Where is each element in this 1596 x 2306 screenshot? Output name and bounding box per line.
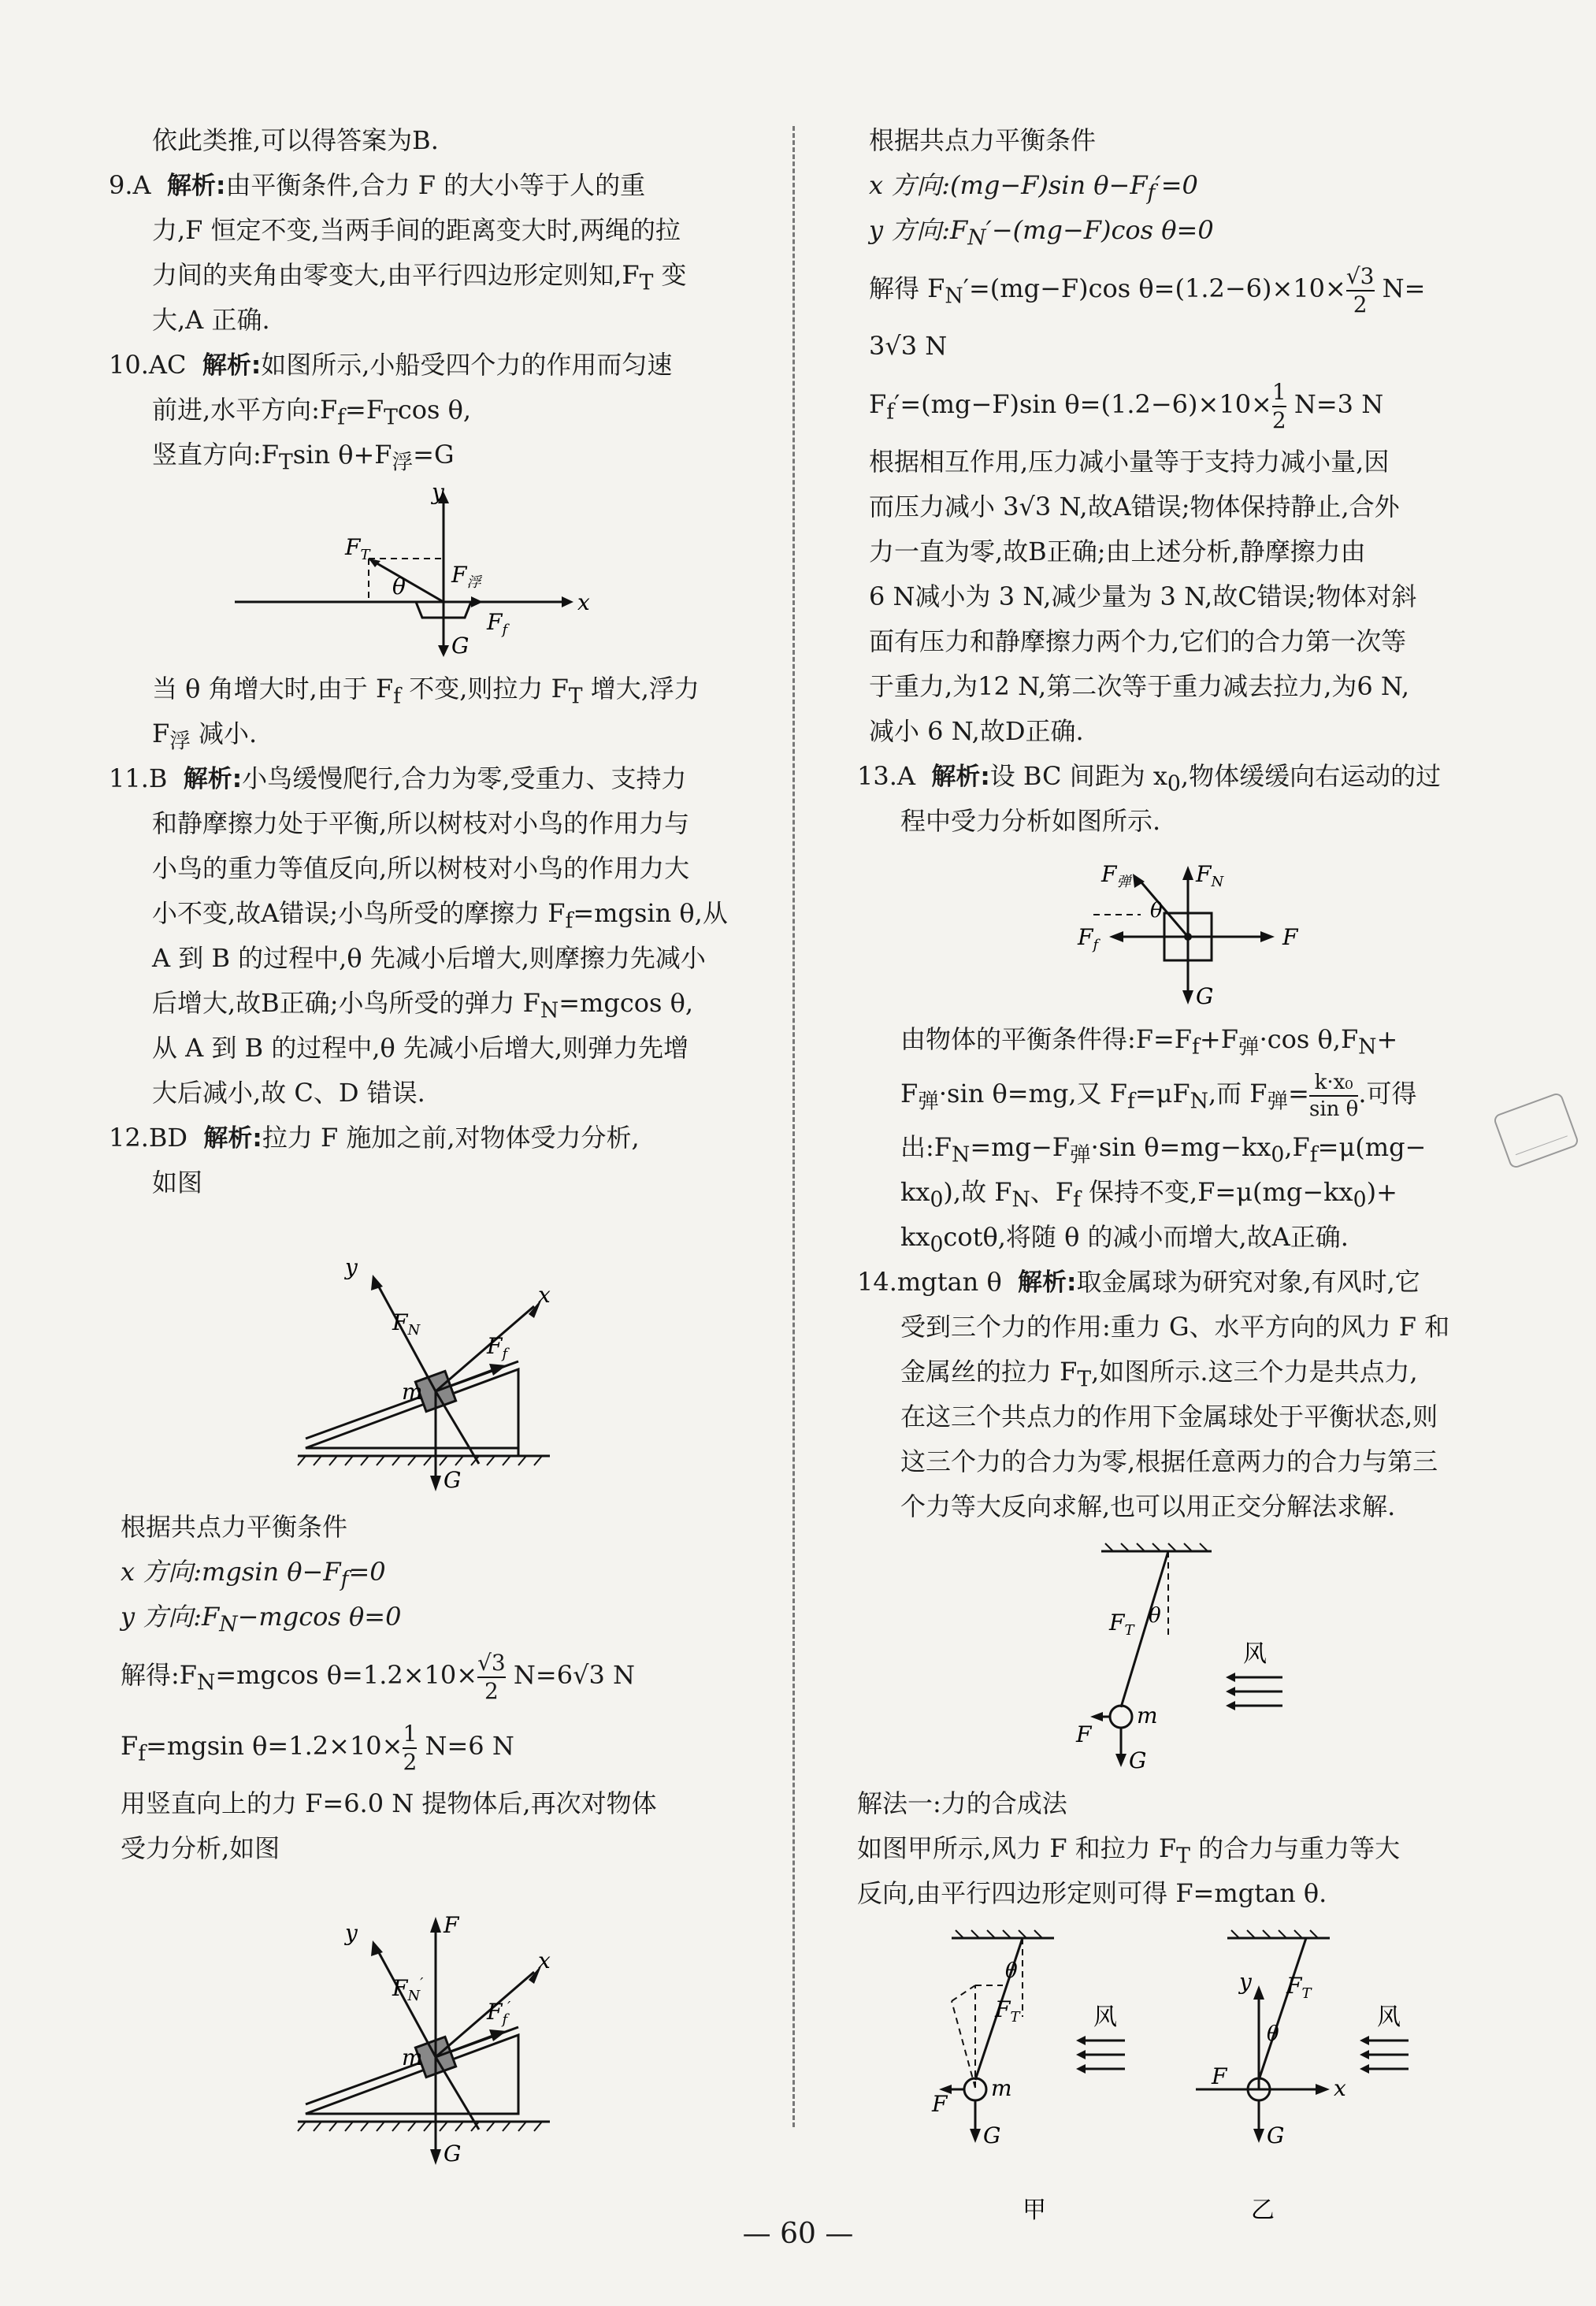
answer-number: 10.AC	[109, 350, 187, 380]
text-line: 由平衡条件,合力 F 的大小等于人的重	[225, 170, 646, 200]
text-line: 而压力减小 3√3 N,故A错误;物体保持静止,合外	[869, 492, 1400, 522]
caption-jia: 甲	[1023, 2196, 1046, 2224]
text-line: 出$:F_N=mg-F_弹\cdot\sin$ $\theta=mg-kx_0,F_f=\mu(mg-$	[900, 1132, 1427, 1168]
text-line: 金属丝的拉力 $F_T$,如图所示.这三个力是共点力,	[900, 1357, 1418, 1392]
label-FT: $F_T$	[1286, 1973, 1312, 2002]
label-F: F	[932, 2091, 948, 2117]
text-line: 根据相互作用,压力减小量等于支持力减小量,因	[869, 447, 1390, 477]
label-FT: $F_T$	[995, 1996, 1020, 2026]
label-G: G	[444, 1467, 462, 1493]
label-x: x	[538, 1948, 551, 1974]
text-line: 依此类推,可以得答案为B.	[152, 125, 439, 155]
text-line: 竖直方向$:F_T\sin$ $\theta+F_浮=G$	[152, 440, 455, 475]
caption-yi: 乙	[1251, 2196, 1275, 2224]
text-line: y 方向$:F_N-mgcos$ θ=0	[121, 1602, 402, 1637]
analysis-tag: 解析:	[203, 1124, 262, 1153]
label-theta: θ	[1005, 1959, 1018, 1983]
label-Ff: $F_f'$	[487, 1999, 511, 2028]
label-theta: θ	[1149, 1604, 1161, 1628]
label-y: y	[345, 1254, 358, 1280]
label-G: G	[1196, 983, 1214, 1008]
label-Ffu: $F_浮$	[451, 562, 481, 591]
text-line: 大,A 正确.	[152, 305, 270, 335]
stamp-icon	[1489, 1087, 1583, 1174]
label-m: m	[1137, 1703, 1158, 1729]
page-number: — 60 —	[742, 2218, 854, 2250]
text-line: 由物体的平衡条件得$:F=F_f+F_弹\cdot\cos$ $\theta,F_N+$	[900, 1024, 1398, 1060]
label-FT: $F_T$	[1109, 1610, 1134, 1639]
label-F: F	[1282, 924, 1298, 950]
label-m: m	[402, 2044, 423, 2070]
analysis-tag: 解析:	[166, 172, 226, 200]
analysis-tag: 解析:	[202, 351, 262, 380]
text-line: A 到 B 的过程中,θ 先减小后增大,则摩擦力先减小	[152, 943, 706, 973]
label-Ftan: $F_弹$	[1101, 861, 1131, 890]
label-G: G	[444, 2141, 462, 2167]
text-line: 小鸟缓慢爬行,合力为零,受重力、支持力	[242, 763, 687, 793]
label-FN: $F_N'$	[392, 1975, 424, 2004]
text-line: 面有压力和静摩擦力两个力,它们的合力第一次等	[869, 626, 1407, 656]
label-wind: 风	[1243, 1640, 1267, 1668]
label-m: m	[402, 1379, 423, 1405]
text-line: 反向,由平行四边形定则可得 F=mgtan θ.	[857, 1878, 1327, 1908]
text-line: 3√3 N	[869, 331, 948, 361]
text-line: $kx_0$),故 $F_N$、$F_f$ 保持不变$,F=\mu(mg-kx_0)+$	[900, 1177, 1397, 1212]
label-x: x	[1334, 2075, 1346, 2101]
text-line: 前进,水平方向$:F_f=F_T\cos$ θ,	[152, 395, 472, 430]
text-line: 如图所示,小船受四个力的作用而匀速	[261, 350, 673, 380]
label-F: F	[444, 1912, 459, 1938]
text-line: 小鸟的重力等值反向,所以树枝对小鸟的作用力大	[152, 853, 690, 883]
text-line: 解法一:力的合成法	[857, 1788, 1067, 1818]
text-line: 拉力 F 施加之前,对物体受力分析,	[262, 1123, 640, 1153]
text-line: 如图甲所示,风力 F 和拉力 $F_T$ 的合力与重力等大	[857, 1833, 1401, 1869]
text-line: 小不变,故A错误;小鸟所受的摩擦力 $F_f=mgsin$ θ,从	[152, 898, 728, 934]
answer-10	[109, 343, 767, 756]
text-line: 解得$:F_N=mgcos$ θ=1.2×10× $\frac{√3}{2}$ N=6√3 N	[121, 1649, 635, 1704]
pendulum-diagrams-jia-yi	[857, 1922, 1516, 2241]
label-x: x	[538, 1282, 551, 1308]
answer-12	[109, 1116, 767, 2172]
text-line: x 方向:(mg−F)sin $\theta-F_f'=0$	[869, 170, 1198, 206]
text-line: 根据共点力平衡条件	[869, 125, 1097, 155]
text-line: 受到三个力的作用:重力 G、水平方向的风力 F 和	[900, 1312, 1450, 1342]
label-F: F	[1076, 1721, 1092, 1747]
boat-force-diagram	[109, 484, 767, 660]
text-line: 解得 $F_N'=(mg-F)\cos$ θ=(1.2−6)×10× $\frac{√3}{2}$ N=	[869, 262, 1426, 317]
label-y: y	[432, 484, 444, 505]
text-line: 个力等大反向求解,也可以用正交分解法求解.	[900, 1491, 1396, 1521]
text-line: 力,F 恒定不变,当两手间的距离变大时,两绳的拉	[152, 215, 681, 245]
label-G: G	[983, 2122, 1001, 2148]
text-line: 在这三个共点力的作用下金属球处于平衡状态,则	[900, 1402, 1438, 1432]
incline-force-diagram-1	[109, 1212, 767, 1498]
label-wind: 风	[1377, 2003, 1401, 2031]
text-line: 6 N减小为 3 N,减少量为 3 N,故C错误;物体对斜	[869, 581, 1417, 611]
label-wind: 风	[1093, 2003, 1117, 2031]
answer-number: 14.mgtan θ	[857, 1267, 1002, 1297]
text-line: 大后减小,故 C、D 错误.	[152, 1078, 425, 1108]
block-force-diagram	[857, 850, 1516, 1011]
label-FT: $F_T$	[345, 534, 370, 563]
label-theta: θ	[392, 574, 406, 600]
analysis-tag: 解析:	[931, 763, 990, 791]
label-y: y	[1239, 1969, 1252, 1995]
text-line: 后增大,故B正确;小鸟所受的弹力 $F_N=mgcos$ θ,	[152, 988, 694, 1023]
label-y: y	[345, 1920, 358, 1946]
label-Ff: $F_f$	[1078, 924, 1099, 953]
right-column	[857, 118, 1516, 2247]
label-theta: θ	[1267, 2022, 1279, 2046]
text-line: 程中受力分析如图所示.	[900, 806, 1161, 836]
analysis-tag: 解析:	[183, 765, 243, 793]
answer-11	[109, 756, 767, 1116]
text-line: 从 A 到 B 的过程中,θ 先减小后增大,则弹力先增	[152, 1033, 689, 1063]
text-line: 当 θ 角增大时,由于 $F_f$ 不变,则拉力 $F_T$ 增大,浮力	[152, 674, 700, 709]
text-line: $F_f=mgsin$ θ=1.2×10× $\frac{1}{2}$ N=6 N	[121, 1720, 514, 1775]
text-line: $F_浮$ 减小.	[152, 719, 258, 754]
answer-number: 11.B	[109, 763, 168, 793]
label-theta: θ	[1150, 899, 1163, 923]
answer-number: 9.A	[109, 170, 151, 200]
answer-9	[109, 163, 767, 343]
answer-14: 14.mgtan θ 解析:取金属球为研究对象,有风时,它 受到三个力的作用:重力 G、水平方向的风力 F 和 金属丝的拉力 $F_T$,如图所示.这三个力是共点力, 在这三个共点力的作用下金属球处于平衡状态,则 这三个力的合力为零,根据任意两力的合力与第三 个力等大反向求解,也可以用正交分解法求解. $F_T$ θ 风 m F G 解法一:力的合成法 如图甲所示,风力 F 和拉力 $F_T$ 的合力与重力等大 反向,由平行四边形定则可得 F=mgtan θ. θ $F_T$ 风 F m G 甲 y $F_T$ θ 风 F x G 乙	[857, 1260, 1516, 2241]
text-line: $F_弹\cdot\sin$ θ=mg,又 $F_f=\mu F_N$,而 $F_弹=$ $\frac{\text{k·x₀}}{\text{sin θ}}$ .可得	[900, 1070, 1417, 1121]
pendulum-wind-diagram	[857, 1535, 1516, 1775]
label-G: G	[451, 633, 470, 657]
text-line: 如图	[152, 1168, 203, 1198]
analysis-tag: 解析:	[1018, 1268, 1077, 1297]
text-line: 和静摩擦力处于平衡,所以树枝对小鸟的作用力与	[152, 808, 690, 838]
answer-number: 13.A	[857, 761, 915, 791]
column-divider	[792, 126, 795, 2127]
answer-number: 12.BD	[109, 1123, 188, 1153]
text-line: x 方向:mgsin $\theta-F_f=0$	[121, 1557, 386, 1592]
text-line: 用竖直向上的力 F=6.0 N 提物体后,再次对物体	[121, 1788, 657, 1818]
diagram-yi	[1196, 1930, 1409, 2224]
diagram-jia	[931, 1930, 1125, 2224]
label-F: F	[1212, 2063, 1227, 2089]
text-line: 这三个力的合力为零,根据任意两力的合力与第三	[900, 1446, 1438, 1476]
label-x: x	[577, 589, 590, 615]
text-line: $kx_0\cot\theta$,将随 θ 的减小而增大,故A正确.	[900, 1222, 1349, 1257]
text-line: 根据共点力平衡条件	[121, 1512, 348, 1542]
label-FN: $F_N$	[392, 1309, 421, 1339]
text-line: 减小 6 N,故D正确.	[869, 716, 1084, 746]
text-line: $F_f'=(mg-F)\sin$ θ=(1.2−6)×10× $\frac{1}{2}$ N=3 N	[869, 378, 1384, 433]
label-Ff: $F_f$	[487, 1333, 508, 1362]
incline-force-diagram-2	[109, 1877, 767, 2172]
text-line: 受力分析,如图	[121, 1833, 280, 1863]
label-Ff: $F_f$	[487, 609, 508, 638]
label-FN: $F_N$	[1196, 861, 1224, 890]
label-G: G	[1129, 1747, 1147, 1772]
text-line: 于重力,为12 N,第二次等于重力减去拉力,为6 N,	[869, 671, 1410, 701]
answer-13: 13.A 解析:设 BC 间距为 $x_0$,物体缓缓向右运动的过 程中受力分析如图所示. $F_弹$ θ $F_N$ $F_f$ F G 由物体的平衡条件得$:F=F_f+F_弹\cdot\cos$ $\theta,F_N+$ $F_弹\cdot\sin$ θ=mg,又 $F_f=\mu F_N$,而 $F_弹=$ $\frac{\text{k·x₀}}{\text{sin θ}}$ .可得 出$:F_N=mg-F_弹\cdot\sin$ $\theta=mg-kx_0,F_f=\mu(mg-$ $kx_0$),故 $F_N$、$F_f$ 保持不变$,F=\mu(mg-kx_0)+$ $kx_0\cot\theta$,将随 θ 的减小而增大,故A正确.	[857, 754, 1516, 1260]
text-line: 力一直为零,故B正确;由上述分析,静摩擦力由	[869, 537, 1366, 566]
label-m: m	[991, 2075, 1012, 2101]
label-G: G	[1267, 2122, 1285, 2148]
left-column	[109, 118, 767, 2178]
text-line: y 方向$:F_N'-(mg-F)\cos$ θ=0	[869, 215, 1214, 251]
text-line: 力间的夹角由零变大,由平行四边形定则知$,F_T$ 变	[152, 260, 687, 295]
